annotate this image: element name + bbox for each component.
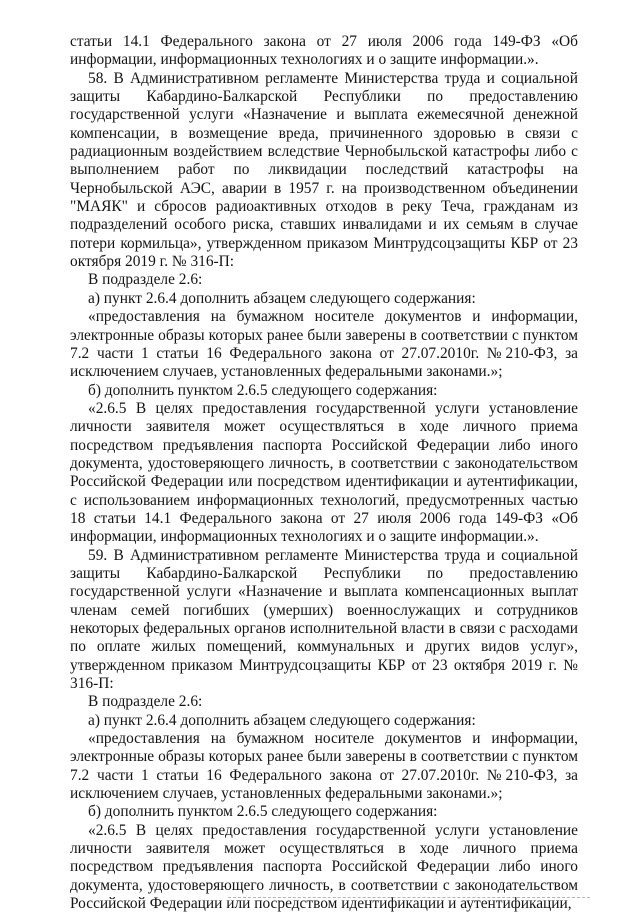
paragraph-point-a: а) пункт 2.6.4 дополнить абзацем следующего содержания:	[88, 289, 476, 307]
paragraph-point-a: а) пункт 2.6.4 дополнить абзацем следующего содержания:	[88, 711, 476, 729]
paragraph-item-59: 59. В Административном регламенте Министерства труда и социальной защиты Кабардино-Балкарской Республики по предоставлению государственной услуги «Назначение и выплата компенсационных выплат членам семей погибших (умерших) военнослужащих и сотрудников некоторых федеральных органов исполнительной власти в связи с расходами по оплате жилых помещений, коммунальных и других видов услуг», утвержденном приказом Минтрудсоцзащиты КБР от 23 октября 2019 г. № 316-П:	[70, 546, 578, 693]
paragraph-subsection: В подразделе 2.6:	[88, 693, 203, 711]
paragraph-quote: «2.6.5 В целях предоставления государственной услуги установление личности заявителя может осуществляться в ходе личного приема посредством предъявления паспорта Российской Федерации либо иного документа, удостоверяющего личность, в соответствии с законодательством Российской Федерации или посредством идентификации и аутентификации,	[70, 821, 578, 913]
paragraph-continuation: статьи 14.1 Федерального закона от 27 июля 2006 года 149-ФЗ «Об информации, информационных технологиях и о защите информации.».	[70, 33, 578, 69]
paragraph-point-b: б) дополнить пунктом 2.6.5 следующего содержания:	[88, 381, 438, 399]
paragraph-subsection: В подразделе 2.6:	[88, 271, 203, 289]
document-page	[70, 33, 578, 914]
page-bottom-divider	[228, 897, 590, 898]
paragraph-quote: «предоставления на бумажном носителе документов и информации, электронные образы которых ранее были заверены в соответствии с пунктом 7.2 части 1 статьи 16 Федерального закона от 27.07.2010г. №210-ФЗ, за исключением случаев, установленных федеральными законами.»;	[70, 730, 578, 803]
paragraph-quote: «2.6.5 В целях предоставления государственной услуги установление личности заявителя может осуществляться в ходе личного приема посредством предъявления паспорта Российской Федерации либо иного документа, удостоверяющего личность, в соответствии с законодательством Российской Федерации или посредством идентификации и аутентификации, с использованием информационных технологий, предусмотренных частью 18 статьи 14.1 Федерального закона от 27 июля 2006 года 149-ФЗ «Об информации, информационных технологиях и о защите информации.».	[70, 399, 578, 546]
paragraph-item-58: 58. В Административном регламенте Министерства труда и социальной защиты Кабардино-Балкарской Республики по предоставлению государственной услуги «Назначение и выплата ежемесячной денежной компенсации, в возмещение вреда, причиненного здоровью в связи с радиационным воздействием вследствие Чернобыльской катастрофы либо с выполнением работ по ликвидации последствий катастрофы на Чернобыльской АЭС, аварии в 1957 г. на производственном объединении "МАЯК" и сбросов радиоактивных отходов в реку Теча, гражданам из подразделений особого риска, ставших инвалидами и их семьям в случае потери кормильца», утвержденном приказом Минтрудсоцзащиты КБР от 23 октября 2019 г. № 316-П:	[70, 69, 578, 271]
paragraph-point-b: б) дополнить пунктом 2.6.5 следующего содержания:	[88, 803, 438, 821]
paragraph-quote: «предоставления на бумажном носителе документов и информации, электронные образы которых ранее были заверены в соответствии с пунктом 7.2 части 1 статьи 16 Федерального закона от 27.07.2010г. №210-ФЗ, за исключением случаев, установленных федеральными законами.»;	[70, 308, 578, 381]
